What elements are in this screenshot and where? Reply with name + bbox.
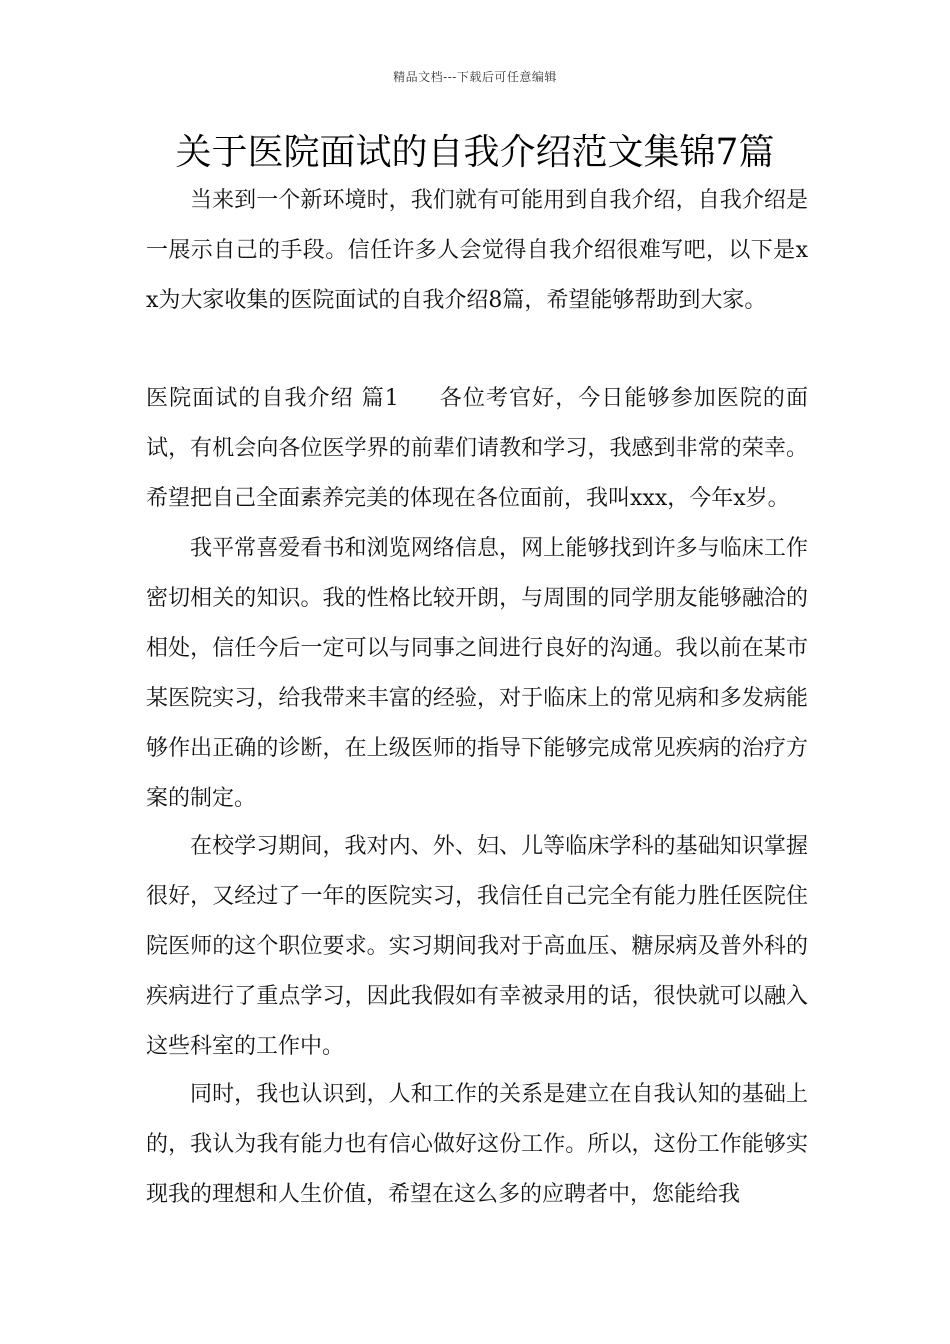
document-title: 关于医院面试的自我介绍范文集锦7篇 <box>175 132 775 173</box>
study-paragraph: 在校学习期间，我对内、外、妇、儿等临床学科的基础知识掌握很好，又经过了一年的医院实习，我信任自己完全有能力胜任医院住院医师的这个职位要求。实习期间我对于高血压、糖尿病及普外科的疾病进行了重点学习，因此我假如有幸被录用的话，很快就可以融入这些科室的工作中。 <box>146 834 808 1059</box>
section1-paragraph <box>146 374 808 524</box>
header-note: 精品文档---下载后可任意编辑 <box>393 70 557 84</box>
section1-text: 各位考官好，今日能够参加医院的面试，有机会向各位医学界的前辈们请教和学习，我感到非常的荣幸。希望把自己全面素养完美的体现在各位面前，我叫xxx，今年x岁。 <box>146 386 808 511</box>
career-paragraph: 同时，我也认识到，人和工作的关系是建立在自我认知的基础上的，我认为我有能力也有信心做好这份工作。所以，这份工作能够实现我的理想和人生价值，希望在这么多的应聘者中，您能给我 <box>146 1082 808 1207</box>
hobbies-paragraph: 我平常喜爱看书和浏览网络信息，网上能够找到许多与临床工作密切相关的知识。我的性格比较开朗，与周围的同学朋友能够融洽的相处，信任今后一定可以与同事之间进行良好的沟通。我以前在某市某医院实习，给我带来丰富的经验，对于临床上的常见病和多发病能够作出正确的诊断，在上级医师的指导下能够完成常见疾病的治疗方案的制定。 <box>146 536 808 811</box>
section1-label: 医院面试的自我介绍 篇1 <box>146 386 399 411</box>
intro-paragraph: 当来到一个新环境时，我们就有可能用到自我介绍，自我介绍是一展示自己的手段。信任许多人会觉得自我介绍很难写吧，以下是xx为大家收集的医院面试的自我介绍8篇，希望能够帮助到大家。 <box>146 188 808 313</box>
